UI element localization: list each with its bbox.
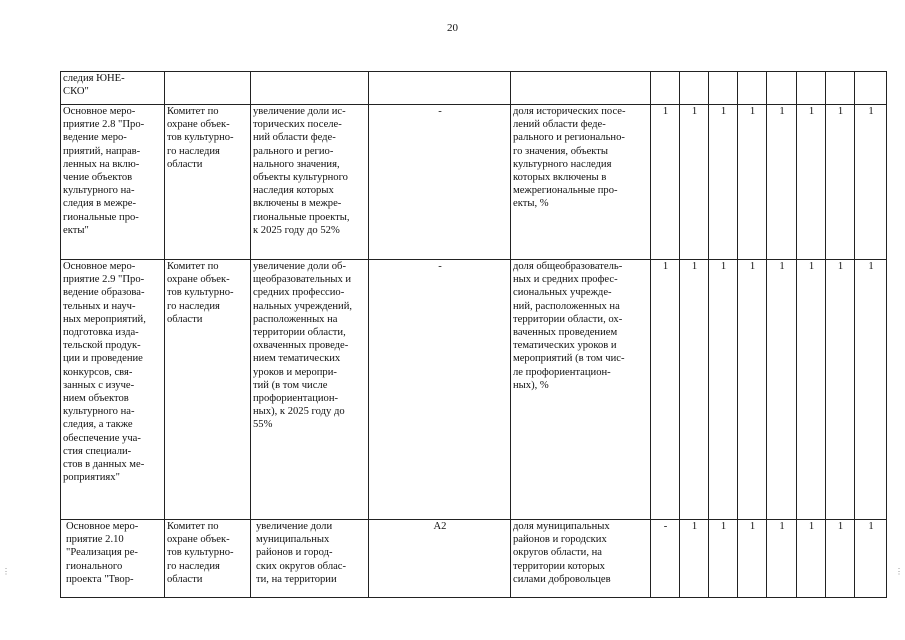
year-value-cell: [680, 72, 709, 105]
year-value-cell: [651, 72, 680, 105]
margin-mark-left: ⋮: [2, 567, 10, 576]
year-value-cell: 1: [855, 260, 887, 520]
year-value-cell: [738, 72, 767, 105]
year-value-cell: 1: [651, 105, 680, 260]
year-value-cell: [767, 72, 797, 105]
year-value-cell: 1: [767, 520, 797, 598]
year-value-cell: 1: [738, 260, 767, 520]
code-cell: [369, 72, 511, 105]
result-cell: увеличение доли об- щеобразовательных и средних профессио- нальных учреждений, расположенных на территории области, охваченных проведе- нием тематических уроков и меропри- тий (в том числе профориентацион- ных), к 2025 году до 55%: [251, 260, 369, 520]
table-row: [61, 105, 887, 260]
year-value-cell: [797, 72, 826, 105]
executor-cell: Комитет по охране объек- тов культурно- го наследия области: [165, 520, 251, 598]
event-cell: следия ЮНЕ- СКО": [61, 72, 165, 105]
year-value-cell: 1: [855, 520, 887, 598]
year-value-cell: 1: [767, 260, 797, 520]
year-value-cell: 1: [855, 105, 887, 260]
code-cell: А2: [369, 520, 511, 598]
year-value-cell: 1: [826, 260, 855, 520]
year-value-cell: 1: [651, 260, 680, 520]
year-value-cell: 1: [797, 520, 826, 598]
year-value-cell: 1: [680, 520, 709, 598]
year-value-cell: -: [651, 520, 680, 598]
table-row: [61, 520, 887, 598]
year-value-cell: 1: [797, 105, 826, 260]
program-table: [60, 71, 887, 598]
indicator-cell: доля муниципальных районов и городских округов области, на территории которых силами добровольцев: [511, 520, 651, 598]
indicator-cell: [511, 72, 651, 105]
year-value-cell: [855, 72, 887, 105]
code-cell: -: [369, 260, 511, 520]
year-value-cell: 1: [680, 260, 709, 520]
result-cell: [251, 72, 369, 105]
event-cell: Основное меро- приятие 2.8 "Про- ведение меро- приятий, направ- ленных на вклю- чение объектов культурного на- следия в межре- гиональные про- екты": [61, 105, 165, 260]
year-value-cell: 1: [826, 105, 855, 260]
executor-cell: Комитет по охране объек- тов культурно- го наследия области: [165, 260, 251, 520]
year-value-cell: 1: [709, 260, 738, 520]
event-cell: Основное меро- приятие 2.10 "Реализация ре- гионального проекта "Твор-: [61, 520, 165, 598]
code-cell: -: [369, 105, 511, 260]
year-value-cell: 1: [709, 105, 738, 260]
page-number: 20: [447, 22, 458, 34]
executor-cell: Комитет по охране объек- тов культурно- го наследия области: [165, 105, 251, 260]
year-value-cell: 1: [738, 105, 767, 260]
year-value-cell: [709, 72, 738, 105]
result-cell: увеличение доли ис- торических поселе- ний области феде- рального и регио- нального значения, объекты культурного наследия которых включены в межре- гиональные проекты, к 2025 году до 52%: [251, 105, 369, 260]
table-row: [61, 260, 887, 520]
year-value-cell: 1: [709, 520, 738, 598]
table-row: [61, 72, 887, 105]
year-value-cell: 1: [826, 520, 855, 598]
indicator-cell: доля исторических посе- лений области феде- рального и регионально- го значения, объекты культурного наследия которых включены в межрегиональные про- екты, %: [511, 105, 651, 260]
executor-cell: [165, 72, 251, 105]
year-value-cell: 1: [680, 105, 709, 260]
year-value-cell: 1: [738, 520, 767, 598]
year-value-cell: 1: [797, 260, 826, 520]
year-value-cell: [826, 72, 855, 105]
result-cell: увеличение доли муниципальных районов и город- ских округов облас- ти, на территории: [251, 520, 369, 598]
margin-mark-right: ⋮: [895, 567, 903, 576]
event-cell: Основное меро- приятие 2.9 "Про- ведение образова- тельных и науч- ных мероприятий, подготовка изда- тельской продук- ции и проведение конкурсов, свя- занных с изуче- нием объектов культурного на- следия, а также обеспечение уча- стия специали- стов в данных ме- роприятиях": [61, 260, 165, 520]
indicator-cell: доля общеобразователь- ных и средних профес- сиональных учрежде- ний, расположенных на территории области, ох- ваченных проведением тематических уроков и мероприятий (в том чис- ле профориентацион- ных), %: [511, 260, 651, 520]
year-value-cell: 1: [767, 105, 797, 260]
